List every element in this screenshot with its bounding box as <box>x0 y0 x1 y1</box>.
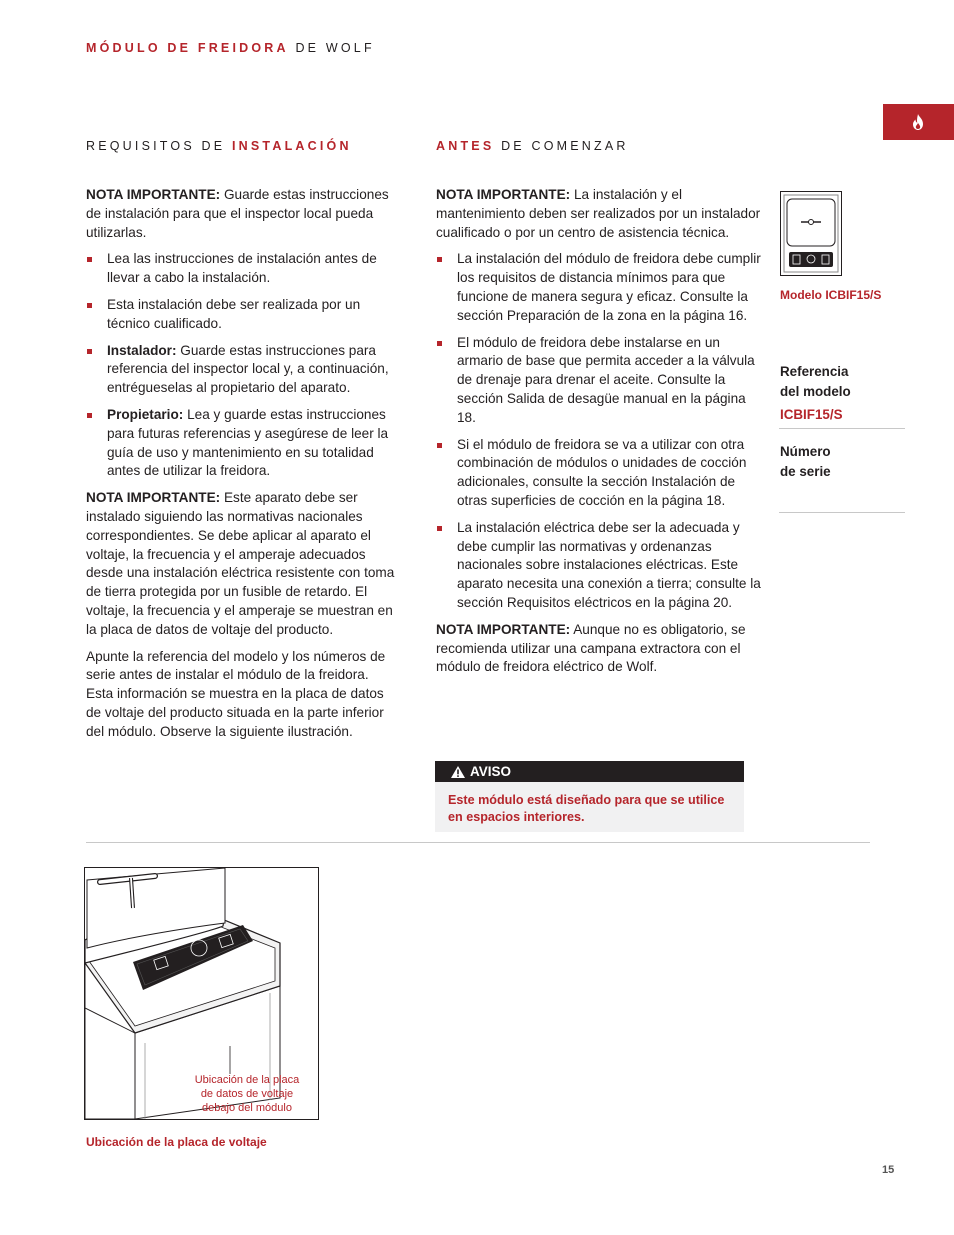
page-number: 15 <box>882 1164 895 1176</box>
left-paragraph: Apunte la referencia del modelo y los números de serie antes de instalar el módulo de la freidora. Esta información se muestra en la placa de datos de voltaje del producto situada en la parte inferior del módulo. Observe la siguiente ilustración. <box>86 648 386 739</box>
bullet-square-icon <box>87 413 92 418</box>
right-note-1-text: La instalación y el mantenimiento deben ser realizados por un instalador cualificado o por un centro de asistencia técnica. <box>436 187 761 240</box>
left-note-1 <box>86 186 399 242</box>
right-note-2-text: Aunque no es obligatorio, se recomienda utilizar una campana extractora con el módulo de freidora eléctrico de Wolf. <box>436 621 746 675</box>
serial-number-label-1: Número <box>780 444 831 459</box>
warning-triangle-icon <box>451 766 465 778</box>
model-caption: Modelo ICBIF15/S <box>780 288 882 302</box>
model-reference-label <box>780 362 851 401</box>
list-item-text: Guarde estas instrucciones para referencia del inspector local y, a continuación, entrégueselas al propietario del aparato. <box>107 342 389 396</box>
left-note-2-label: NOTA IMPORTANTE: <box>86 490 221 506</box>
figure-callout <box>179 1073 315 1115</box>
bullet-square-icon <box>87 257 92 262</box>
section-divider <box>86 842 870 843</box>
left-section-prefix: REQUISITOS DE <box>86 139 226 153</box>
list-item-text: El módulo de freidora debe instalarse en un armario de base que permita acceder a la válvula de drenaje para drenar el aceite. Consulte la sección Salida de desagüe manual en la página 18. <box>457 334 755 425</box>
model-reference-label-2: del modelo <box>780 383 851 399</box>
serial-number-label <box>780 442 831 481</box>
list-item-text: Lea las instrucciones de instalación antes de llevar a cabo la instalación. <box>107 251 377 286</box>
section-tab <box>883 104 954 140</box>
bullet-square-icon <box>437 443 442 448</box>
left-note-2-text: Este aparato debe ser instalado siguiendo las normativas nacionales correspondientes. Se debe aplicar al aparato el voltaje, la frecuencia y el amperaje adecuados desde una instalación eléctrica resistente con toma de tierra protegida por un fusible de retardo. El voltaje, la frecuencia y el amperaje se muestran en la placa de datos de voltaje del producto. <box>86 490 395 637</box>
sidebar-divider <box>779 512 905 513</box>
running-header <box>86 41 375 55</box>
left-section-title <box>86 139 352 153</box>
list-item-text: Si el módulo de freidora se va a utilizar con otra combinación de módulos o unidades de cocción adicionales, consulte la sección Instalación de otras superficies de cocción en la página 18. <box>457 436 747 508</box>
figure-callout-line-1: Ubicación de la placa <box>194 1074 300 1086</box>
right-section-title <box>436 139 629 153</box>
sidebar-divider <box>779 428 905 429</box>
warning-box <box>435 782 744 832</box>
left-column <box>86 186 399 750</box>
voltage-plate-figure <box>84 867 319 1120</box>
right-section-red: ANTES <box>436 139 495 153</box>
figure-caption: Ubicación de la placa de voltaje <box>86 1135 267 1149</box>
list-item <box>436 334 762 428</box>
left-section-red: INSTALACIÓN <box>232 139 352 153</box>
warning-header <box>435 761 744 782</box>
left-note-1-label: NOTA IMPORTANTE: <box>86 187 221 202</box>
list-item-text: La instalación del módulo de freidora debe cumplir los requisitos de distancia mínimos para que funcione de manera segura y eficaz. Consulte la sección Preparación de la zona en la página 16. <box>457 251 761 323</box>
left-note-2 <box>86 489 399 639</box>
bullet-square-icon <box>87 303 92 308</box>
model-reference-label-1: Referencia <box>780 364 849 379</box>
right-note-1-label: NOTA IMPORTANTE: <box>436 187 571 202</box>
model-thumbnail <box>780 191 842 276</box>
serial-number-label-2: de serie <box>780 463 831 479</box>
list-item <box>86 250 399 288</box>
model-reference-value: ICBIF15/S <box>780 407 843 422</box>
bullet-square-icon <box>437 341 442 346</box>
list-item <box>436 519 762 613</box>
list-item <box>86 406 399 481</box>
warning-title: AVISO <box>470 764 512 779</box>
list-item <box>436 436 762 511</box>
list-item-text: La instalación eléctrica debe ser la adecuada y debe cumplir las normativas y ordenanzas nacionales sobre instalaciones eléctricas. Este aparato necesita una conexión a tierra; consulte la sección Requisitos eléctricos en la página 20. <box>457 519 761 610</box>
header-title-rest: DE WOLF <box>295 41 375 55</box>
list-item <box>86 342 399 398</box>
bullet-square-icon <box>437 257 442 262</box>
warning-text: Este módulo está diseñado para que se utilice en espacios interiores. <box>448 793 725 824</box>
list-item <box>86 296 399 334</box>
right-section-rest: DE COMENZAR <box>501 139 629 153</box>
left-bullet-list <box>86 250 399 481</box>
right-note-2-label: NOTA IMPORTANTE: <box>436 621 571 637</box>
right-bullet-list <box>436 250 762 612</box>
figure-callout-line-3: debajo del módulo <box>202 1102 292 1114</box>
right-note-2 <box>436 621 762 677</box>
list-item-text: Esta instalación debe ser realizada por un técnico cualificado. <box>107 296 361 331</box>
header-title-red: MÓDULO DE FREIDORA <box>86 41 289 55</box>
left-note-1-text: Guarde estas instrucciones de instalación para que el inspector local pueda utilizarlas. <box>86 187 389 240</box>
flame-icon <box>911 114 925 130</box>
list-item-text: Lea y guarde estas instrucciones para futuras referencias y asegúrese de leer la guía de uso y mantenimiento en su totalidad antes de utilizar la freidora. <box>107 406 389 479</box>
bullet-square-icon <box>87 349 92 354</box>
fryer-front-illustration <box>781 192 841 275</box>
figure-callout-line-2: de datos de voltaje <box>200 1088 294 1100</box>
list-item-label: Instalador: <box>107 342 177 358</box>
right-note-1 <box>436 186 762 242</box>
list-item <box>436 250 762 325</box>
bullet-square-icon <box>437 526 442 531</box>
right-column <box>436 186 762 685</box>
list-item-label: Propietario: <box>107 406 184 422</box>
